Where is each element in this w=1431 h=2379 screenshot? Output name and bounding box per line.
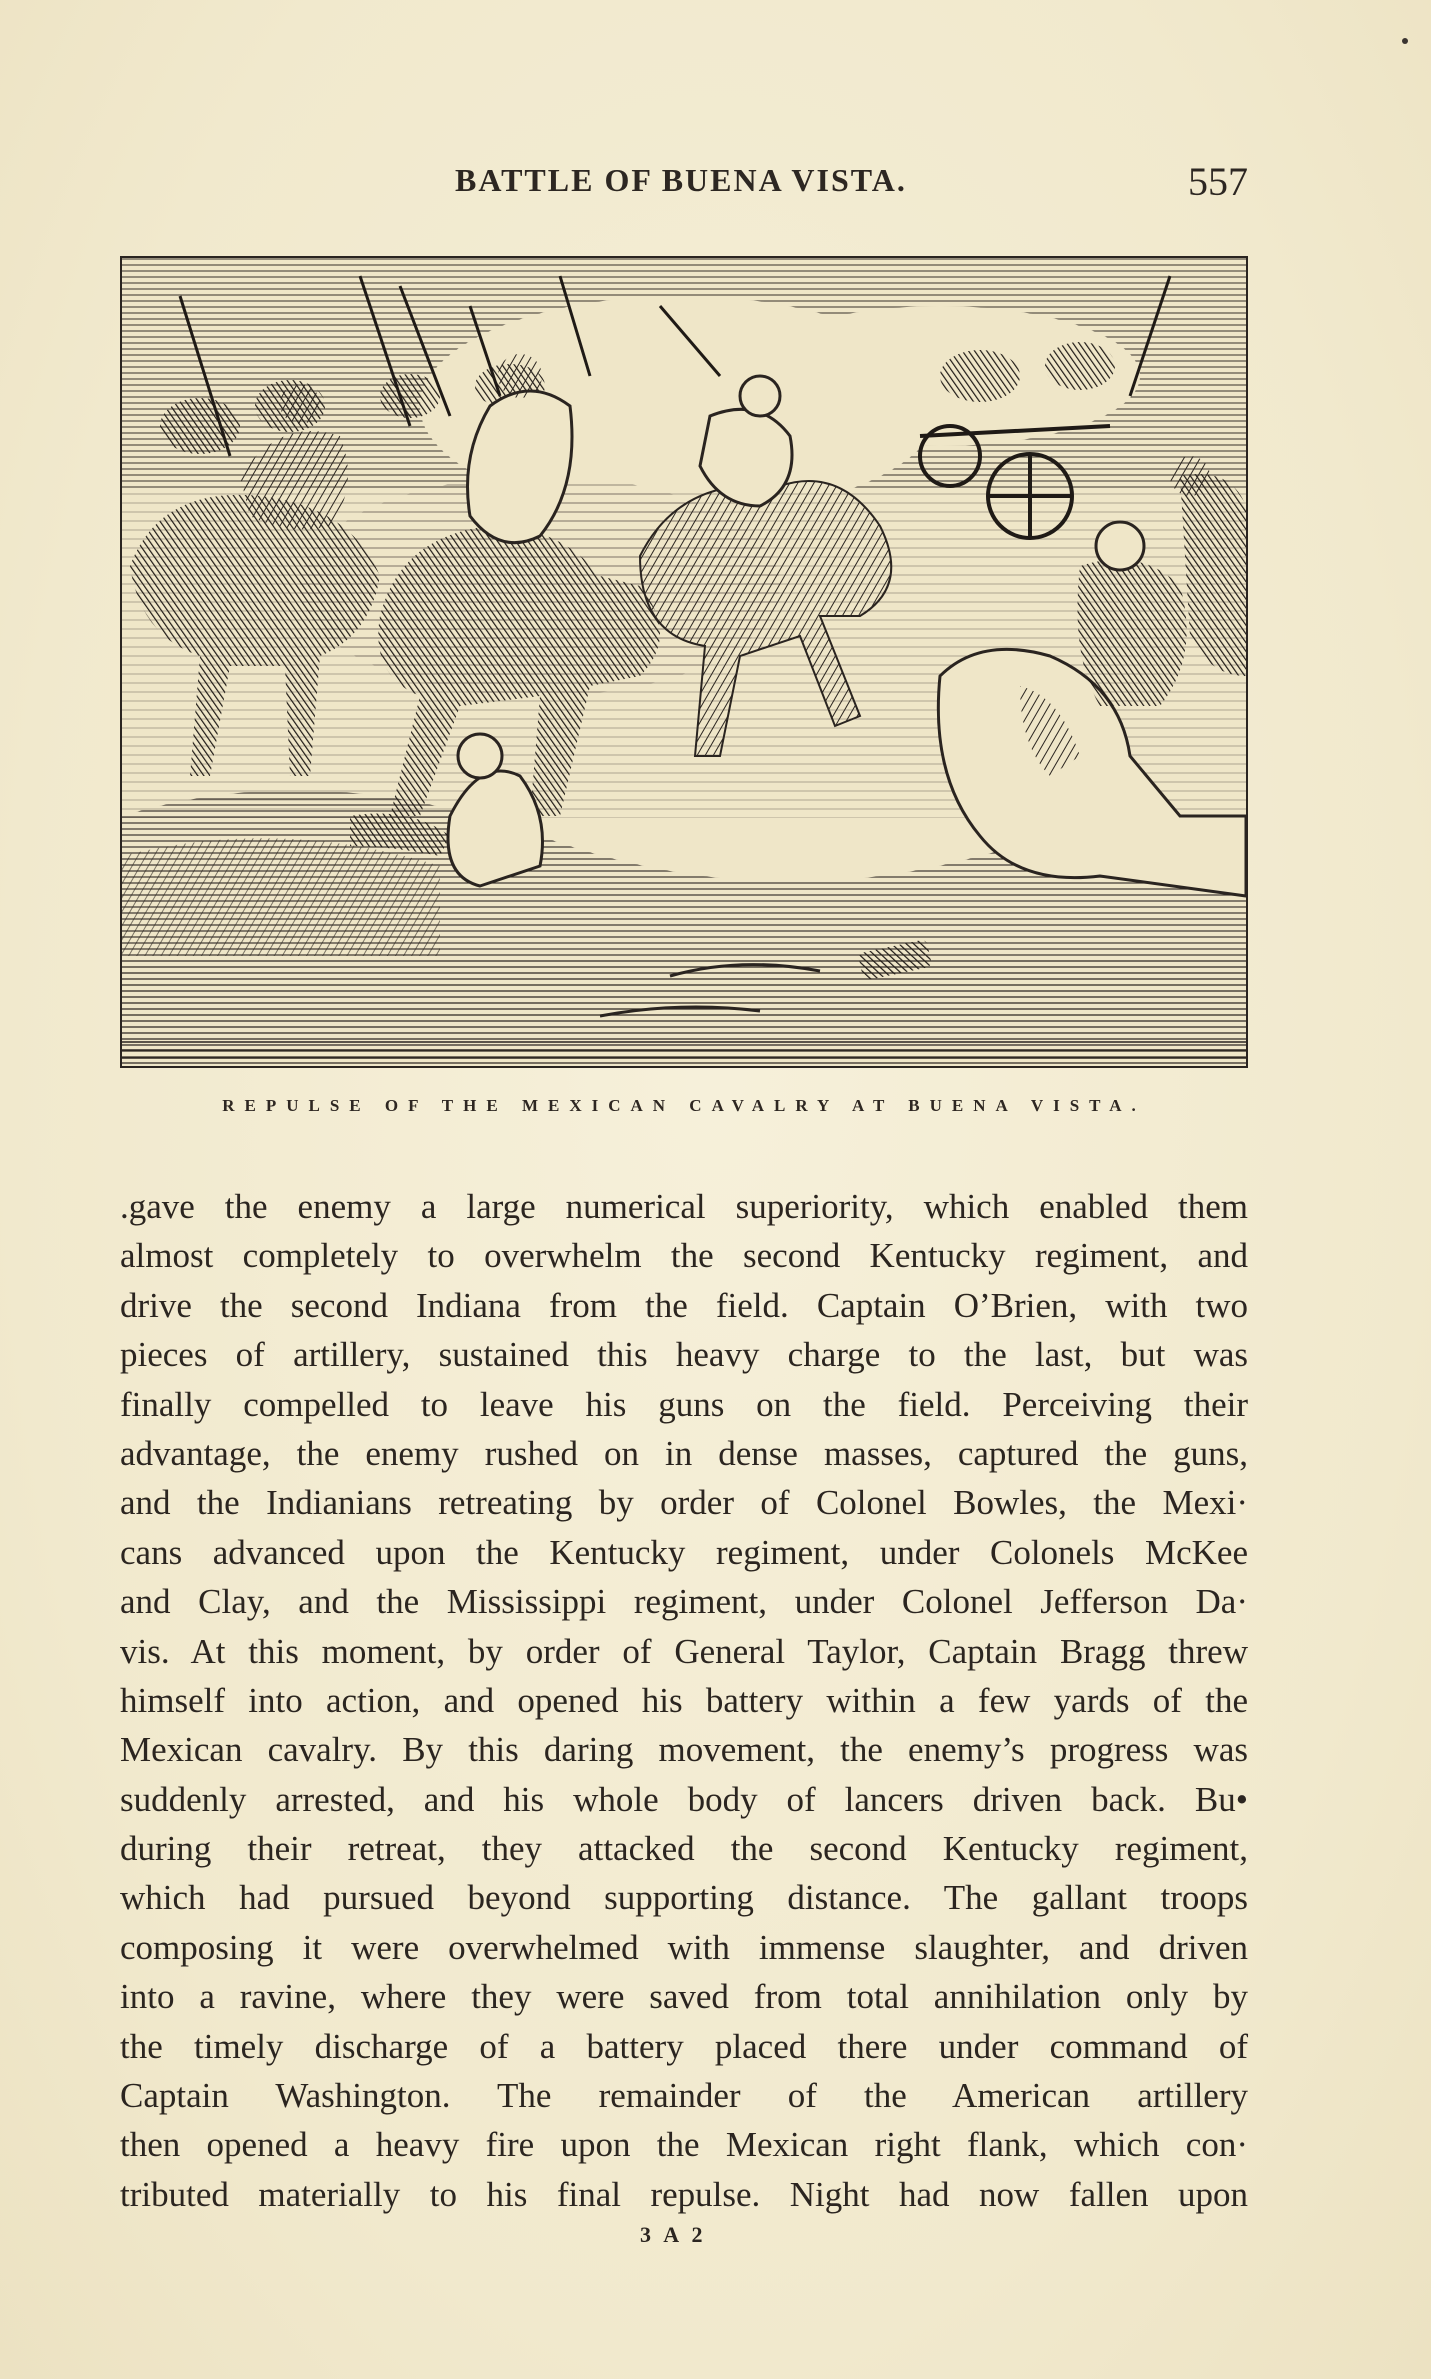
text-line: into a ravine, where they were saved from total annihilation only by bbox=[120, 1977, 1248, 2017]
text-line: during their retreat, they attacked the second Kentucky regiment, bbox=[120, 1829, 1248, 1869]
text-line: and Clay, and the Mississippi regiment, under Colonel Jefferson Da· bbox=[120, 1582, 1248, 1622]
page-header bbox=[120, 159, 1248, 208]
text-line: tributed materially to his final repulse. Night had now fallen upon bbox=[120, 2174, 1248, 2214]
text-line: Captain Washington. The remainder of the American artillery bbox=[120, 2076, 1248, 2116]
body-text bbox=[120, 1182, 1248, 2219]
text-line: which had pursued beyond supporting distance. The gallant troops bbox=[120, 1878, 1248, 1918]
text-line: and the Indianians retreating by order of Colonel Bowles, the Mexi· bbox=[120, 1483, 1248, 1523]
text-line: himself into action, and opened his battery within a few yards of the bbox=[120, 1680, 1248, 1720]
page-number: 557 bbox=[1188, 159, 1248, 204]
text-line: composing it were overwhelmed with immense slaughter, and driven bbox=[120, 1927, 1248, 1967]
text-line: advantage, the enemy rushed on in dense masses, captured the guns, bbox=[120, 1433, 1248, 1473]
text-line: almost completely to overwhelm the second Kentucky regiment, and bbox=[120, 1236, 1248, 1276]
text-line: cans advanced upon the Kentucky regiment, under Colonels McKee bbox=[120, 1532, 1248, 1572]
text-line: Mexican cavalry. By this daring movement, the enemy’s progress was bbox=[120, 1730, 1248, 1770]
engraving-battle-scene-icon bbox=[120, 256, 1248, 1068]
text-line: finally compelled to leave his guns on the field. Perceiving their bbox=[120, 1384, 1248, 1424]
ink-speck bbox=[1402, 38, 1408, 44]
text-line: pieces of artillery, sustained this heavy charge to the last, but was bbox=[120, 1335, 1248, 1375]
text-line: drive the second Indiana from the field. Captain O’Brien, with two bbox=[120, 1285, 1248, 1325]
engraving-plate bbox=[120, 256, 1248, 1068]
plate-caption: REPULSE OF THE MEXICAN CAVALRY AT BUENA VISTA. bbox=[222, 1096, 1146, 1115]
text-line: vis. At this moment, by order of General Taylor, Captain Bragg threw bbox=[120, 1631, 1248, 1671]
text-line: suddenly arrested, and his whole body of lancers driven back. Bu• bbox=[120, 1779, 1248, 1819]
text-line: the timely discharge of a battery placed there under command of bbox=[120, 2026, 1248, 2066]
text-line: .gave the enemy a large numerical superiority, which enabled them bbox=[120, 1187, 1248, 1226]
text-line: then opened a heavy fire upon the Mexican right flank, which con· bbox=[120, 2125, 1248, 2165]
signature-mark: 3 A 2 bbox=[640, 2222, 707, 2247]
running-title: BATTLE OF BUENA VISTA. bbox=[455, 162, 907, 198]
